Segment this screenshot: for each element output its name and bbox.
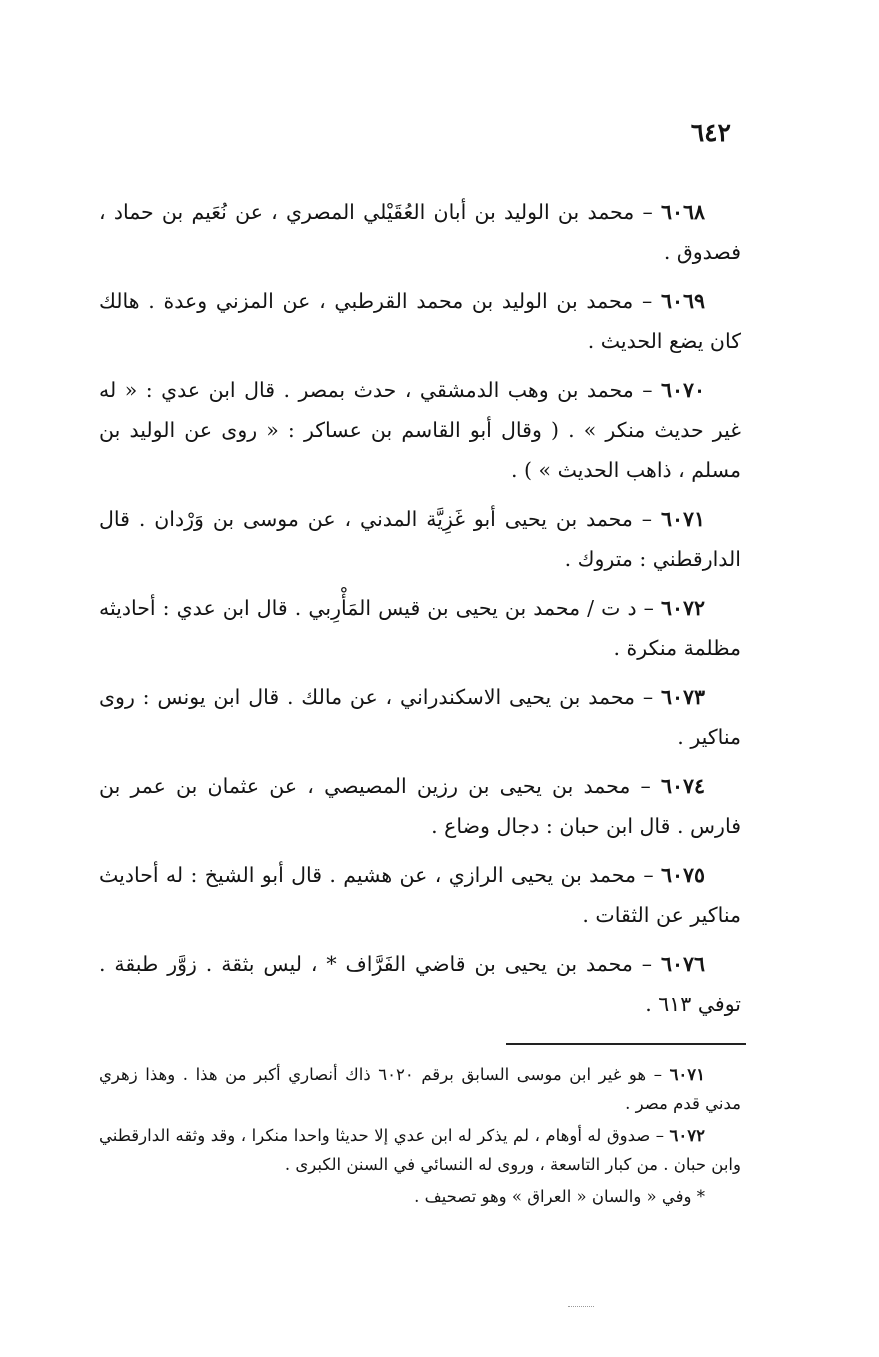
entry-number: ٦٠٧١ [660, 507, 705, 531]
entry-number: ٦٠٧٦ [660, 952, 705, 976]
entry-number: ٦٠٦٨ [660, 200, 705, 224]
entry-number: ٦٠٧٠ [660, 378, 705, 402]
footnote-text: – هو غير ابن موسى السابق برقم ٦٠٢٠ ذاك أنصاري أكبر من هذا . وهذا زهري مدني قدم مصر . [99, 1065, 741, 1113]
entry [99, 944, 741, 1024]
entry-number: ٦٠٧٢ [660, 596, 705, 620]
footnote-text: – صدوق له أوهام ، لم يذكر له ابن عدي إلا حديثا واحدا منكرا ، وقد وثقه الدارقطني وابن حبان . من كبار التاسعة ، وروى له النسائي في السنن الكبرى . [99, 1126, 741, 1174]
footnote [99, 1060, 741, 1118]
entry-text: – محمد بن يحيى بن قاضي الفَرَّاف * ، ليس بثقة . زوَّر طبقة . توفي ٦١٣ . [99, 952, 741, 1016]
entry-text: – محمد بن وهب الدمشقي ، حدث بمصر . قال ابن عدي : « له غير حديث منكر » . ( وقال أبو القاسم بن عساكر : « روى عن الوليد بن مسلم ، ذاهب الحديث » ) . [99, 378, 741, 482]
entry-text: – محمد بن يحيى أبو غَزِيَّة المدني ، عن موسى بن وَرْدان . قال الدارقطني : متروك . [99, 507, 741, 571]
entry [99, 192, 741, 272]
entry-text: – محمد بن يحيى بن رزين المصيصي ، عن عثمان بن عمر بن فارس . قال ابن حبان : دجال وضاع . [99, 774, 741, 838]
entry [99, 281, 741, 361]
entry-number: ٦٠٧٣ [660, 685, 705, 709]
footnotes-section [99, 1060, 741, 1214]
entry-text: – محمد بن يحيى الرازي ، عن هشيم . قال أبو الشيخ : له أحاديث مناكير عن الثقات . [99, 863, 741, 927]
entry-number: ٦٠٧٤ [660, 774, 705, 798]
entry [99, 766, 741, 846]
footnote-number: ٦٠٧١ [669, 1065, 706, 1084]
entry [99, 588, 741, 668]
entry [99, 855, 741, 935]
footnote-divider [506, 1043, 746, 1045]
footnote-text: * وفي « والسان « العراق » وهو تصحيف . [414, 1187, 705, 1206]
entry-text: – محمد بن يحيى الاسكندراني ، عن مالك . قال ابن يونس : روى مناكير . [99, 685, 741, 749]
entry-number: ٦٠٧٥ [660, 863, 705, 887]
entry [99, 677, 741, 757]
entry [99, 370, 741, 490]
entry [99, 499, 741, 579]
entries-list [99, 192, 741, 1033]
footnote [99, 1182, 741, 1211]
footnote [99, 1121, 741, 1179]
entry-text: – د ت / محمد بن يحيى بن قيس المَأْرِبي . قال ابن عدي : أحاديثه مظلمة منكرة . [99, 596, 741, 660]
entry-number: ٦٠٦٩ [660, 289, 705, 313]
entry-text: – محمد بن الوليد بن أبان العُقَيْلي المصري ، عن نُعَيم بن حماد ، فصدوق . [99, 200, 741, 264]
entry-text: – محمد بن الوليد بن محمد القرطبي ، عن المزني وعدة . هالك كان يضع الحديث . [99, 289, 741, 353]
scan-mark [568, 1306, 594, 1309]
page-number: ٦٤٢ [690, 118, 731, 147]
footnote-number: ٦٠٧٢ [669, 1126, 705, 1145]
